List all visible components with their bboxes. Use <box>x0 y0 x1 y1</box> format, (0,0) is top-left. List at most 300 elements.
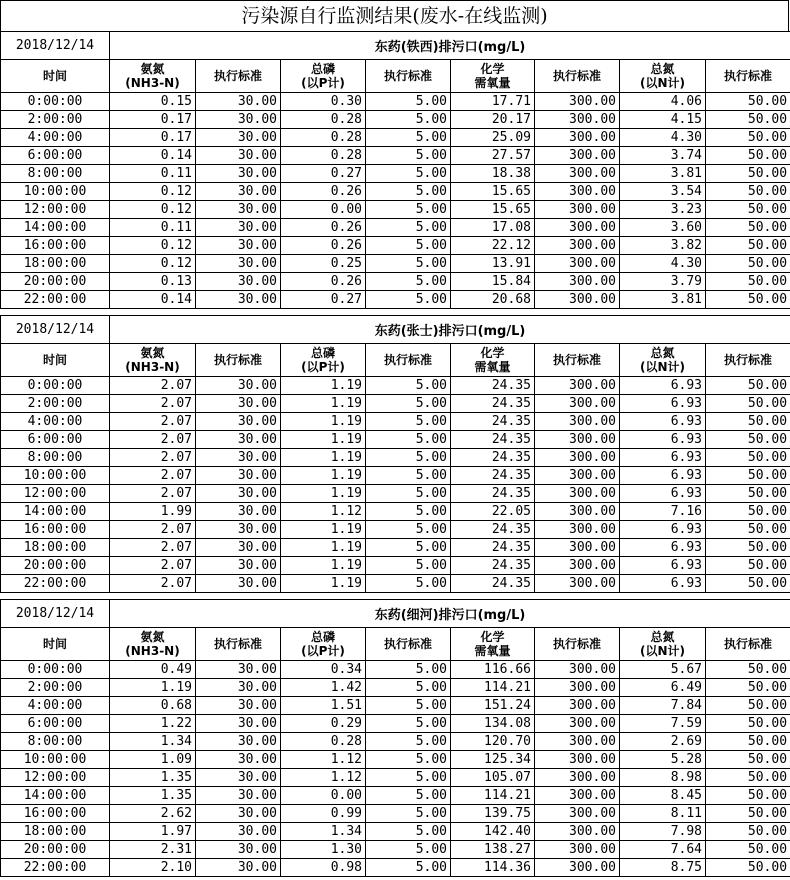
cell-phosphorus-standard: 5.00 <box>366 129 451 147</box>
cell-total-phosphorus: 0.25 <box>281 255 366 273</box>
cell-time: 14:00:00 <box>1 503 110 521</box>
cell-nitrogen-standard: 50.00 <box>706 661 790 679</box>
cell-ammonia: 1.19 <box>110 679 196 697</box>
cell-nitrogen-standard: 50.00 <box>706 147 790 165</box>
cell-total-nitrogen: 6.93 <box>620 467 706 485</box>
header-total-phosphorus <box>281 344 366 377</box>
header-standard: 执行标准 <box>706 344 790 377</box>
cell-nitrogen-standard: 50.00 <box>706 733 790 751</box>
cell-ammonia-standard: 30.00 <box>196 539 281 557</box>
header-standard: 执行标准 <box>706 60 790 93</box>
header-standard: 执行标准 <box>196 60 281 93</box>
header-ammonia <box>110 628 196 661</box>
column-header-row <box>1 60 790 93</box>
cell-cod: 15.65 <box>451 183 535 201</box>
cell-cod-standard: 300.00 <box>535 521 620 539</box>
cell-nitrogen-standard: 50.00 <box>706 129 790 147</box>
cell-phosphorus-standard: 5.00 <box>366 823 451 841</box>
cell-ammonia-standard: 30.00 <box>196 219 281 237</box>
cell-phosphorus-standard: 5.00 <box>366 93 451 111</box>
cell-nitrogen-standard: 50.00 <box>706 201 790 219</box>
cell-total-phosphorus: 0.28 <box>281 733 366 751</box>
cell-cod-standard: 300.00 <box>535 183 620 201</box>
cell-time: 4:00:00 <box>1 697 110 715</box>
cell-cod-standard: 300.00 <box>535 255 620 273</box>
cell-time: 12:00:00 <box>1 201 110 219</box>
cell-phosphorus-standard: 5.00 <box>366 859 451 877</box>
table-row <box>1 273 790 291</box>
cell-ammonia: 0.12 <box>110 237 196 255</box>
cell-total-phosphorus: 0.99 <box>281 805 366 823</box>
cell-nitrogen-standard: 50.00 <box>706 697 790 715</box>
cell-time: 14:00:00 <box>1 787 110 805</box>
cell-ammonia: 2.07 <box>110 539 196 557</box>
cell-ammonia-standard: 30.00 <box>196 805 281 823</box>
cell-cod-standard: 300.00 <box>535 431 620 449</box>
cell-phosphorus-standard: 5.00 <box>366 575 451 593</box>
cell-total-nitrogen: 7.16 <box>620 503 706 521</box>
cell-time: 20:00:00 <box>1 273 110 291</box>
cell-total-phosphorus: 0.27 <box>281 291 366 309</box>
cell-phosphorus-standard: 5.00 <box>366 111 451 129</box>
cell-nitrogen-standard: 50.00 <box>706 183 790 201</box>
cell-ammonia-standard: 30.00 <box>196 503 281 521</box>
cell-phosphorus-standard: 5.00 <box>366 485 451 503</box>
cell-phosphorus-standard: 5.00 <box>366 147 451 165</box>
cell-cod-standard: 300.00 <box>535 575 620 593</box>
cell-cod: 105.07 <box>451 769 535 787</box>
table-row <box>1 255 790 273</box>
cell-ammonia-standard: 30.00 <box>196 697 281 715</box>
cell-ammonia: 2.07 <box>110 431 196 449</box>
table-row <box>1 679 790 697</box>
header-cod <box>451 344 535 377</box>
cell-phosphorus-standard: 5.00 <box>366 201 451 219</box>
cell-total-phosphorus: 1.19 <box>281 557 366 575</box>
cell-cod: 25.09 <box>451 129 535 147</box>
cell-time: 0:00:00 <box>1 377 110 395</box>
cell-time: 6:00:00 <box>1 431 110 449</box>
column-header-row <box>1 344 790 377</box>
cell-nitrogen-standard: 50.00 <box>706 273 790 291</box>
cell-cod-standard: 300.00 <box>535 467 620 485</box>
cell-phosphorus-standard: 5.00 <box>366 395 451 413</box>
cell-phosphorus-standard: 5.00 <box>366 413 451 431</box>
header-ammonia <box>110 344 196 377</box>
cell-time: 16:00:00 <box>1 805 110 823</box>
cell-ammonia-standard: 30.00 <box>196 147 281 165</box>
cell-time: 10:00:00 <box>1 183 110 201</box>
cell-nitrogen-standard: 50.00 <box>706 715 790 733</box>
cell-total-nitrogen: 4.30 <box>620 255 706 273</box>
cell-nitrogen-standard: 50.00 <box>706 575 790 593</box>
cell-ammonia: 2.07 <box>110 521 196 539</box>
header-ammonia <box>110 60 196 93</box>
section-bar <box>1 32 790 60</box>
column-header-row <box>1 628 790 661</box>
cell-total-phosphorus: 0.29 <box>281 715 366 733</box>
table-row <box>1 697 790 715</box>
cell-ammonia-standard: 30.00 <box>196 93 281 111</box>
cell-ammonia: 0.14 <box>110 291 196 309</box>
cell-ammonia: 2.07 <box>110 377 196 395</box>
cell-ammonia-standard: 30.00 <box>196 521 281 539</box>
cell-total-phosphorus: 1.12 <box>281 503 366 521</box>
cell-phosphorus-standard: 5.00 <box>366 521 451 539</box>
cell-nitrogen-standard: 50.00 <box>706 859 790 877</box>
cell-ammonia: 2.62 <box>110 805 196 823</box>
cell-total-nitrogen: 6.93 <box>620 557 706 575</box>
cell-time: 0:00:00 <box>1 661 110 679</box>
table-row <box>1 395 790 413</box>
header-standard: 执行标准 <box>535 60 620 93</box>
cell-total-nitrogen: 2.69 <box>620 733 706 751</box>
cell-time: 8:00:00 <box>1 449 110 467</box>
cell-total-nitrogen: 6.93 <box>620 377 706 395</box>
cell-time: 4:00:00 <box>1 129 110 147</box>
cell-total-phosphorus: 0.26 <box>281 183 366 201</box>
header-total-nitrogen-line1: 总氮 <box>650 630 675 644</box>
cell-total-nitrogen: 3.74 <box>620 147 706 165</box>
table-row <box>1 539 790 557</box>
header-total-phosphorus <box>281 60 366 93</box>
cell-total-nitrogen: 5.28 <box>620 751 706 769</box>
cell-ammonia-standard: 30.00 <box>196 165 281 183</box>
cell-cod-standard: 300.00 <box>535 697 620 715</box>
cell-ammonia-standard: 30.00 <box>196 291 281 309</box>
cell-time: 4:00:00 <box>1 413 110 431</box>
cell-cod: 125.34 <box>451 751 535 769</box>
table-row <box>1 377 790 395</box>
cell-total-nitrogen: 6.49 <box>620 679 706 697</box>
cell-total-phosphorus: 0.28 <box>281 111 366 129</box>
outlet-table <box>0 315 790 593</box>
cell-total-nitrogen: 6.93 <box>620 539 706 557</box>
header-standard: 执行标准 <box>366 344 451 377</box>
cell-cod: 24.35 <box>451 395 535 413</box>
cell-nitrogen-standard: 50.00 <box>706 485 790 503</box>
cell-cod-standard: 300.00 <box>535 111 620 129</box>
cell-cod-standard: 300.00 <box>535 147 620 165</box>
table-row <box>1 733 790 751</box>
cell-time: 10:00:00 <box>1 467 110 485</box>
header-cod-line2: 需氧量 <box>474 644 511 658</box>
header-standard: 执行标准 <box>535 344 620 377</box>
cell-ammonia: 0.11 <box>110 219 196 237</box>
cell-total-phosphorus: 0.28 <box>281 147 366 165</box>
header-cod-line1: 化学 <box>480 630 505 644</box>
cell-total-phosphorus: 1.34 <box>281 823 366 841</box>
cell-nitrogen-standard: 50.00 <box>706 237 790 255</box>
cell-cod: 139.75 <box>451 805 535 823</box>
table-row <box>1 431 790 449</box>
header-total-nitrogen-line1: 总氮 <box>650 346 675 360</box>
cell-ammonia: 1.34 <box>110 733 196 751</box>
cell-cod: 15.84 <box>451 273 535 291</box>
cell-cod: 114.21 <box>451 787 535 805</box>
header-cod-line1: 化学 <box>480 62 505 76</box>
table-row <box>1 449 790 467</box>
cell-time: 16:00:00 <box>1 237 110 255</box>
cell-phosphorus-standard: 5.00 <box>366 661 451 679</box>
table-row <box>1 201 790 219</box>
cell-total-nitrogen: 8.11 <box>620 805 706 823</box>
cell-phosphorus-standard: 5.00 <box>366 715 451 733</box>
header-ammonia-line2: (NH3-N) <box>125 76 180 90</box>
cell-cod: 17.08 <box>451 219 535 237</box>
cell-total-nitrogen: 8.98 <box>620 769 706 787</box>
header-total-phosphorus-line2: (以P计) <box>301 360 345 374</box>
cell-ammonia: 1.22 <box>110 715 196 733</box>
cell-ammonia-standard: 30.00 <box>196 715 281 733</box>
table-row <box>1 413 790 431</box>
cell-total-phosphorus: 0.30 <box>281 93 366 111</box>
cell-phosphorus-standard: 5.00 <box>366 291 451 309</box>
cell-phosphorus-standard: 5.00 <box>366 841 451 859</box>
cell-time: 22:00:00 <box>1 859 110 877</box>
cell-ammonia: 2.07 <box>110 449 196 467</box>
cell-nitrogen-standard: 50.00 <box>706 539 790 557</box>
cell-time: 18:00:00 <box>1 255 110 273</box>
header-time: 时间 <box>1 344 110 377</box>
cell-phosphorus-standard: 5.00 <box>366 219 451 237</box>
table-row <box>1 557 790 575</box>
cell-total-nitrogen: 3.54 <box>620 183 706 201</box>
cell-total-nitrogen: 4.06 <box>620 93 706 111</box>
cell-total-nitrogen: 4.30 <box>620 129 706 147</box>
cell-cod-standard: 300.00 <box>535 661 620 679</box>
cell-total-phosphorus: 1.19 <box>281 539 366 557</box>
section-date: 2018/12/14 <box>1 600 110 628</box>
cell-cod: 24.35 <box>451 449 535 467</box>
cell-total-phosphorus: 1.51 <box>281 697 366 715</box>
header-ammonia-line2: (NH3-N) <box>125 644 180 658</box>
cell-cod: 20.68 <box>451 291 535 309</box>
cell-time: 22:00:00 <box>1 291 110 309</box>
cell-nitrogen-standard: 50.00 <box>706 467 790 485</box>
header-total-phosphorus <box>281 628 366 661</box>
header-total-nitrogen <box>620 344 706 377</box>
table-row <box>1 841 790 859</box>
cell-ammonia-standard: 30.00 <box>196 255 281 273</box>
cell-total-phosphorus: 1.19 <box>281 395 366 413</box>
cell-total-nitrogen: 7.84 <box>620 697 706 715</box>
cell-time: 10:00:00 <box>1 751 110 769</box>
report-title: 污染源自行监测结果(废水-在线监测) <box>0 0 789 32</box>
cell-cod-standard: 300.00 <box>535 539 620 557</box>
outlet-table <box>0 31 790 309</box>
cell-time: 18:00:00 <box>1 823 110 841</box>
cell-total-nitrogen: 3.60 <box>620 219 706 237</box>
header-time: 时间 <box>1 628 110 661</box>
cell-ammonia: 0.15 <box>110 93 196 111</box>
cell-total-phosphorus: 0.26 <box>281 219 366 237</box>
cell-time: 12:00:00 <box>1 485 110 503</box>
cell-cod-standard: 300.00 <box>535 557 620 575</box>
cell-phosphorus-standard: 5.00 <box>366 431 451 449</box>
cell-ammonia-standard: 30.00 <box>196 431 281 449</box>
cell-time: 8:00:00 <box>1 165 110 183</box>
cell-cod-standard: 300.00 <box>535 841 620 859</box>
cell-ammonia: 1.99 <box>110 503 196 521</box>
table-row <box>1 485 790 503</box>
cell-cod: 142.40 <box>451 823 535 841</box>
cell-ammonia: 1.09 <box>110 751 196 769</box>
cell-ammonia-standard: 30.00 <box>196 273 281 291</box>
cell-total-nitrogen: 7.64 <box>620 841 706 859</box>
cell-ammonia-standard: 30.00 <box>196 679 281 697</box>
cell-ammonia-standard: 30.00 <box>196 769 281 787</box>
cell-ammonia: 0.13 <box>110 273 196 291</box>
cell-nitrogen-standard: 50.00 <box>706 805 790 823</box>
cell-ammonia: 0.14 <box>110 147 196 165</box>
cell-total-nitrogen: 6.93 <box>620 575 706 593</box>
cell-time: 14:00:00 <box>1 219 110 237</box>
outlet-name: 东药(张士)排污口(mg/L) <box>110 316 790 344</box>
cell-phosphorus-standard: 5.00 <box>366 787 451 805</box>
cell-total-nitrogen: 6.93 <box>620 395 706 413</box>
cell-cod-standard: 300.00 <box>535 679 620 697</box>
cell-total-nitrogen: 6.93 <box>620 485 706 503</box>
cell-total-nitrogen: 6.93 <box>620 449 706 467</box>
cell-phosphorus-standard: 5.00 <box>366 805 451 823</box>
cell-total-phosphorus: 0.00 <box>281 201 366 219</box>
cell-cod-standard: 300.00 <box>535 219 620 237</box>
cell-cod-standard: 300.00 <box>535 129 620 147</box>
cell-cod: 134.08 <box>451 715 535 733</box>
cell-time: 0:00:00 <box>1 93 110 111</box>
cell-total-phosphorus: 0.27 <box>281 165 366 183</box>
cell-total-nitrogen: 3.82 <box>620 237 706 255</box>
cell-total-phosphorus: 1.19 <box>281 431 366 449</box>
cell-ammonia-standard: 30.00 <box>196 237 281 255</box>
table-row <box>1 859 790 877</box>
cell-phosphorus-standard: 5.00 <box>366 751 451 769</box>
cell-cod: 151.24 <box>451 697 535 715</box>
table-row <box>1 93 790 111</box>
cell-total-phosphorus: 0.00 <box>281 787 366 805</box>
cell-cod: 24.35 <box>451 575 535 593</box>
header-total-phosphorus-line1: 总磷 <box>310 346 335 360</box>
cell-cod-standard: 300.00 <box>535 201 620 219</box>
cell-phosphorus-standard: 5.00 <box>366 557 451 575</box>
cell-cod-standard: 300.00 <box>535 413 620 431</box>
cell-ammonia-standard: 30.00 <box>196 841 281 859</box>
cell-phosphorus-standard: 5.00 <box>366 377 451 395</box>
cell-nitrogen-standard: 50.00 <box>706 557 790 575</box>
header-ammonia-line2: (NH3-N) <box>125 360 180 374</box>
cell-cod: 24.35 <box>451 485 535 503</box>
cell-cod: 17.71 <box>451 93 535 111</box>
cell-cod-standard: 300.00 <box>535 503 620 521</box>
cell-ammonia: 2.31 <box>110 841 196 859</box>
header-cod-line2: 需氧量 <box>474 360 511 374</box>
cell-ammonia: 2.07 <box>110 557 196 575</box>
cell-total-phosphorus: 1.19 <box>281 377 366 395</box>
section-date: 2018/12/14 <box>1 32 110 60</box>
cell-nitrogen-standard: 50.00 <box>706 679 790 697</box>
cell-time: 2:00:00 <box>1 111 110 129</box>
cell-total-nitrogen: 3.81 <box>620 291 706 309</box>
cell-total-phosphorus: 0.34 <box>281 661 366 679</box>
cell-phosphorus-standard: 5.00 <box>366 273 451 291</box>
cell-nitrogen-standard: 50.00 <box>706 377 790 395</box>
cell-cod: 15.65 <box>451 201 535 219</box>
cell-ammonia: 0.68 <box>110 697 196 715</box>
cell-nitrogen-standard: 50.00 <box>706 255 790 273</box>
header-standard: 执行标准 <box>196 344 281 377</box>
header-total-nitrogen-line1: 总氮 <box>650 62 675 76</box>
table-row <box>1 129 790 147</box>
cell-cod: 20.17 <box>451 111 535 129</box>
cell-phosphorus-standard: 5.00 <box>366 237 451 255</box>
cell-nitrogen-standard: 50.00 <box>706 413 790 431</box>
cell-cod: 18.38 <box>451 165 535 183</box>
cell-cod: 114.36 <box>451 859 535 877</box>
cell-ammonia-standard: 30.00 <box>196 377 281 395</box>
cell-cod-standard: 300.00 <box>535 769 620 787</box>
table-row <box>1 467 790 485</box>
cell-cod-standard: 300.00 <box>535 859 620 877</box>
cell-cod: 138.27 <box>451 841 535 859</box>
cell-cod-standard: 300.00 <box>535 449 620 467</box>
cell-total-nitrogen: 7.98 <box>620 823 706 841</box>
cell-ammonia: 0.11 <box>110 165 196 183</box>
cell-nitrogen-standard: 50.00 <box>706 503 790 521</box>
cell-nitrogen-standard: 50.00 <box>706 841 790 859</box>
cell-total-nitrogen: 6.93 <box>620 413 706 431</box>
cell-phosphorus-standard: 5.00 <box>366 733 451 751</box>
cell-total-phosphorus: 1.19 <box>281 521 366 539</box>
cell-ammonia: 2.07 <box>110 395 196 413</box>
table-row <box>1 111 790 129</box>
cell-nitrogen-standard: 50.00 <box>706 111 790 129</box>
cell-nitrogen-standard: 50.00 <box>706 165 790 183</box>
cell-time: 2:00:00 <box>1 679 110 697</box>
cell-total-nitrogen: 6.93 <box>620 431 706 449</box>
cell-ammonia-standard: 30.00 <box>196 575 281 593</box>
cell-nitrogen-standard: 50.00 <box>706 291 790 309</box>
cell-ammonia: 2.07 <box>110 467 196 485</box>
cell-ammonia-standard: 30.00 <box>196 787 281 805</box>
cell-ammonia: 2.07 <box>110 485 196 503</box>
header-cod <box>451 628 535 661</box>
cell-phosphorus-standard: 5.00 <box>366 503 451 521</box>
cell-cod-standard: 300.00 <box>535 485 620 503</box>
cell-ammonia-standard: 30.00 <box>196 395 281 413</box>
cell-ammonia: 0.49 <box>110 661 196 679</box>
table-row <box>1 521 790 539</box>
cell-cod: 24.35 <box>451 467 535 485</box>
cell-time: 22:00:00 <box>1 575 110 593</box>
cell-time: 16:00:00 <box>1 521 110 539</box>
cell-nitrogen-standard: 50.00 <box>706 521 790 539</box>
cell-ammonia-standard: 30.00 <box>196 467 281 485</box>
cell-phosphorus-standard: 5.00 <box>366 679 451 697</box>
header-cod-line2: 需氧量 <box>474 76 511 90</box>
cell-time: 18:00:00 <box>1 539 110 557</box>
cell-ammonia: 0.17 <box>110 129 196 147</box>
cell-cod: 22.12 <box>451 237 535 255</box>
cell-phosphorus-standard: 5.00 <box>366 539 451 557</box>
cell-cod-standard: 300.00 <box>535 751 620 769</box>
header-standard: 执行标准 <box>535 628 620 661</box>
header-standard: 执行标准 <box>706 628 790 661</box>
outlet-name: 东药(细河)排污口(mg/L) <box>110 600 790 628</box>
cell-ammonia: 0.17 <box>110 111 196 129</box>
cell-ammonia: 1.97 <box>110 823 196 841</box>
cell-time: 8:00:00 <box>1 733 110 751</box>
